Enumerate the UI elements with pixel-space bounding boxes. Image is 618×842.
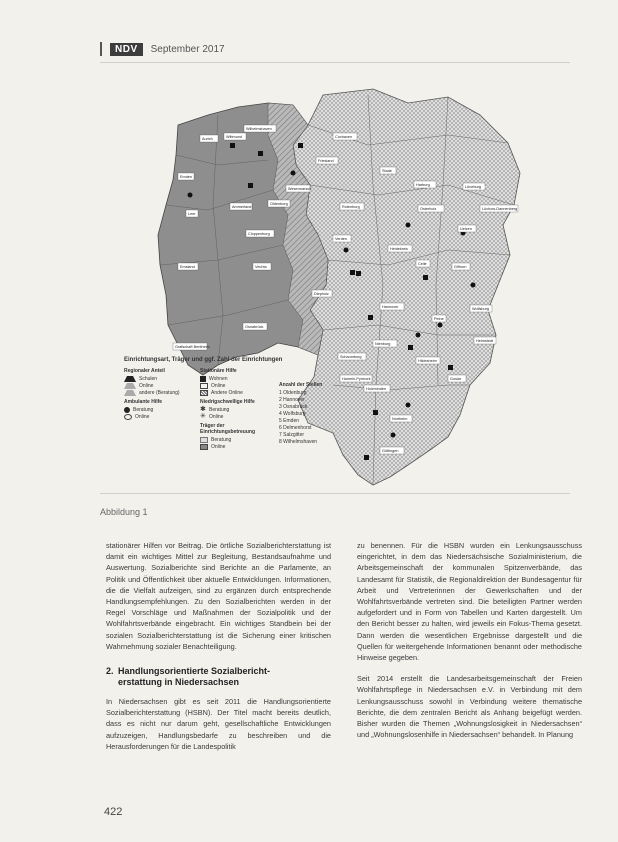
place-label: Goslar bbox=[450, 377, 462, 381]
legend-label: Online bbox=[139, 383, 154, 389]
marker-wohnen bbox=[298, 143, 303, 148]
legend-col-1 bbox=[124, 368, 196, 451]
marker-beratung bbox=[406, 223, 411, 228]
legend-title: Einrichtungsart, Träger und ggf. Zahl der Einrichtungen bbox=[124, 357, 283, 363]
marker-wohnen bbox=[423, 275, 428, 280]
legend-label: Schulen bbox=[139, 376, 158, 382]
legend-label: Online bbox=[211, 383, 226, 389]
issue-date: September 2017 bbox=[150, 43, 225, 55]
place-label: Osterholz bbox=[420, 207, 437, 211]
section-title-line1: Handlungsorientierte Sozialbericht- bbox=[118, 666, 271, 677]
legend-label: Andere Online bbox=[211, 390, 243, 396]
square-icon bbox=[200, 376, 206, 382]
marker-beratung bbox=[406, 403, 411, 408]
place-label: Wilhelmshaven bbox=[246, 127, 272, 131]
place-label: Wittmund bbox=[226, 135, 243, 139]
place-label: Emden bbox=[180, 175, 193, 179]
place-label: Osnabrück bbox=[245, 325, 264, 329]
place-label: Diepholz bbox=[314, 292, 329, 296]
map-legend bbox=[124, 357, 324, 451]
place-label: Vechta bbox=[255, 265, 267, 269]
section-heading bbox=[106, 666, 331, 688]
area-light-icon bbox=[200, 437, 208, 443]
marker-beratung bbox=[291, 171, 296, 176]
square-striped-icon bbox=[200, 390, 208, 396]
marker-wohnen bbox=[258, 151, 263, 156]
place-label: Leer bbox=[188, 212, 196, 216]
legend-label: Wohnen bbox=[209, 376, 228, 382]
legend-col1-subheader: Ambulante Hilfe bbox=[124, 399, 163, 405]
legend-label: 1 Oldenburg bbox=[279, 390, 307, 396]
legend-label: 3 Osnabrück bbox=[279, 404, 308, 410]
marker-wohnen bbox=[368, 315, 373, 320]
top-divider bbox=[100, 62, 570, 63]
legend-label: Beratung bbox=[211, 437, 232, 443]
place-label: Ammerland bbox=[232, 205, 252, 209]
place-label: Nienburg bbox=[375, 342, 391, 346]
page-header bbox=[100, 42, 225, 56]
place-label: Wolfsburg bbox=[472, 307, 490, 311]
star-icon: ✱ bbox=[200, 406, 206, 413]
marker-wohnen bbox=[373, 410, 378, 415]
legend-label: 8 Wilhelmshaven bbox=[279, 439, 318, 445]
legend-label: 4 Wolfsburg bbox=[279, 411, 306, 417]
place-label: Cloppenburg bbox=[248, 232, 270, 236]
text-column-left bbox=[106, 540, 331, 752]
place-label: Cuxhaven bbox=[335, 135, 353, 139]
place-label: Harburg bbox=[416, 183, 430, 187]
place-label: Grafschaft Bentheim bbox=[175, 345, 210, 349]
legend-col-2 bbox=[200, 368, 275, 451]
legend-col-3 bbox=[279, 368, 339, 451]
legend-label: 5 Emden bbox=[279, 418, 300, 424]
legend-label: andere (Beratung) bbox=[139, 390, 180, 396]
marker-wohnen bbox=[350, 270, 355, 275]
place-label: Lüchow-Dannenberg bbox=[482, 207, 518, 211]
marker-wohnen bbox=[364, 455, 369, 460]
place-label: Celle bbox=[418, 262, 427, 266]
marker-wohnen bbox=[230, 143, 235, 148]
marker-beratung bbox=[391, 433, 396, 438]
place-label: Helmstedt bbox=[476, 339, 494, 343]
figure-caption: Abbildung 1 bbox=[100, 507, 148, 517]
place-label: Friesland bbox=[318, 159, 334, 163]
marker-beratung bbox=[416, 333, 421, 338]
place-label: Aurich bbox=[202, 137, 213, 141]
legend-label: 6 Delmenhorst bbox=[279, 425, 312, 431]
legend-label: 2 Hannover bbox=[279, 397, 305, 403]
triangle-outline-icon bbox=[124, 383, 136, 389]
dot-icon bbox=[124, 407, 130, 413]
header-rule bbox=[100, 42, 102, 56]
marker-beratung bbox=[471, 283, 476, 288]
page-number: 422 bbox=[104, 806, 123, 818]
place-label: Northeim bbox=[392, 417, 408, 421]
place-label: Wesermarsch bbox=[288, 187, 312, 191]
marker-beratung bbox=[344, 248, 349, 253]
legend-label: 7 Salzgitter bbox=[279, 432, 305, 438]
place-label: Gifhorn bbox=[454, 265, 467, 269]
place-label: Hildesheim bbox=[418, 359, 437, 363]
marker-wohnen bbox=[248, 183, 253, 188]
place-label: Lüneburg bbox=[465, 185, 482, 189]
place-label: Schaumburg bbox=[340, 355, 362, 359]
legend-col1-header: Regionaler Anteil bbox=[124, 368, 165, 374]
triangle-outline-icon bbox=[124, 390, 136, 396]
place-label: Stade bbox=[382, 169, 392, 173]
legend-label: Beratung bbox=[133, 407, 154, 413]
star-outline-icon: ✳ bbox=[200, 413, 206, 420]
place-label: Hannover bbox=[382, 305, 399, 309]
place-label: Göttingen bbox=[382, 449, 399, 453]
paragraph: zu benennen. Für die HSBN wurden ein Lenkungsausschuss eingerichtet, in dem das Niedersächsische Sozialministerium, die Arbeitsgemeinschaft der kommunalen Spitzenverbände, das Landesamt für Statistik, die Regionaldirektion der Bundesagentur für Arbeit und Vertreterinnen der Gewerkschaften und der Wohlfahrtsverbände vertreten sind. Die beteiligten Partner werden aufgefordert und in Form von Tabellen und Karten dargestellt. Um den Bericht besser zu halten, wird jeweils ein Fokus-Thema gesetzt. Dann werden die wesentlichen Ergebnisse dargestellt und die Quellen für weitergehende Informationen benannt oder methodische Hinweise gegeben. bbox=[357, 541, 582, 663]
place-label: Oldenburg bbox=[270, 202, 288, 206]
place-label: Heidekreis bbox=[390, 247, 408, 251]
marker-wohnen bbox=[356, 271, 361, 276]
paragraph: In Niedersachsen gibt es seit 2011 die Handlungsorientierte Sozialberichterstattung (HSBN). Der Titel macht bereits deutlich, dass es nicht nur darum geht, gesellschaftliche Entwicklungen aufzuzeigen, Handlungsbedarfe zu beschreiben und die Herausforderungen für die Landespolitik bbox=[106, 697, 331, 751]
marker-wohnen bbox=[448, 365, 453, 370]
marker-beratung bbox=[188, 193, 193, 198]
place-label: Emsland bbox=[180, 265, 195, 269]
marker-beratung bbox=[438, 323, 443, 328]
dot-outline-icon bbox=[124, 414, 132, 420]
legend-col2-header: Stationäre Hilfe bbox=[200, 368, 237, 374]
place-label: Verden bbox=[335, 237, 348, 241]
marker-wohnen bbox=[408, 345, 413, 350]
paragraph: stationärer Hilfen vor Beitrag. Die örtliche Sozialberichterstattung ist damit ein wichtiges Mittel zur Begleitung, Bestandsaufnahme und Auswertung. Sozialberichte sind Berichte an die Parlamente, an Politik und Öffentlichkeit über aktuelle Entwicklungen. Informationen, die die Vielfalt aufzeigen, sind zu ergänzen durch entsprechende Handlungsempfehlungen. Zu den Sozialberichten werden in der Regel Vorschläge und Maßnahmen der Sozialpolitik und der Wohlfahrtsverbände eingebracht. Ein wichtiges Standbein bei der sozialen Sozialberichterstattung ist die Sicherung einer kritischen Wahrnehmung sozialer Benachteiligung. bbox=[106, 541, 331, 651]
legend-label: Online bbox=[135, 414, 150, 420]
figure-bottom-divider bbox=[100, 493, 570, 494]
section-title-line2: erstattung in Niedersachsen bbox=[118, 677, 240, 688]
paragraph: Seit 2014 erstellt die Landesarbeitsgemeinschaft der Freien Wohlfahrtspflege in Niedersachsen e.V. in Verbindung mit dem Lenkungsausschuss sowohl in Verbindung weitere thematische Berichte, die dem zentralen Bericht als Anhang beigefügt werden. Bisher wurden die Themen „Wohnungslosigkeit in Niedersachsen“ und „Wohnungslosenhilfe in Niedersachsen“ behandelt. In Planung bbox=[357, 674, 582, 740]
text-column-right bbox=[357, 540, 582, 740]
legend-col2-subheader: Niedrigschwellige Hilfe bbox=[200, 399, 255, 405]
section-number: 2. bbox=[106, 666, 114, 677]
legend-label: Beratung bbox=[209, 407, 230, 413]
legend-label: Online bbox=[211, 444, 226, 450]
figure-map bbox=[118, 85, 573, 495]
square-outline-icon bbox=[200, 383, 208, 389]
place-label: Rotenburg bbox=[342, 205, 360, 209]
place-label: Holzminden bbox=[366, 387, 387, 391]
triangle-icon bbox=[124, 376, 136, 382]
place-label: Hameln-Pyrmont bbox=[342, 377, 371, 381]
place-label: Uelzen bbox=[460, 227, 472, 231]
place-label: Peine bbox=[434, 317, 444, 321]
legend-col3-header: Anzahl der Stellen bbox=[279, 382, 323, 388]
journal-badge: NDV bbox=[110, 43, 143, 56]
legend-col2-subheader2: Träger der Einrichtungsbetreuung bbox=[200, 423, 255, 435]
area-dark-icon bbox=[200, 444, 208, 450]
legend-label: Online bbox=[209, 414, 224, 420]
